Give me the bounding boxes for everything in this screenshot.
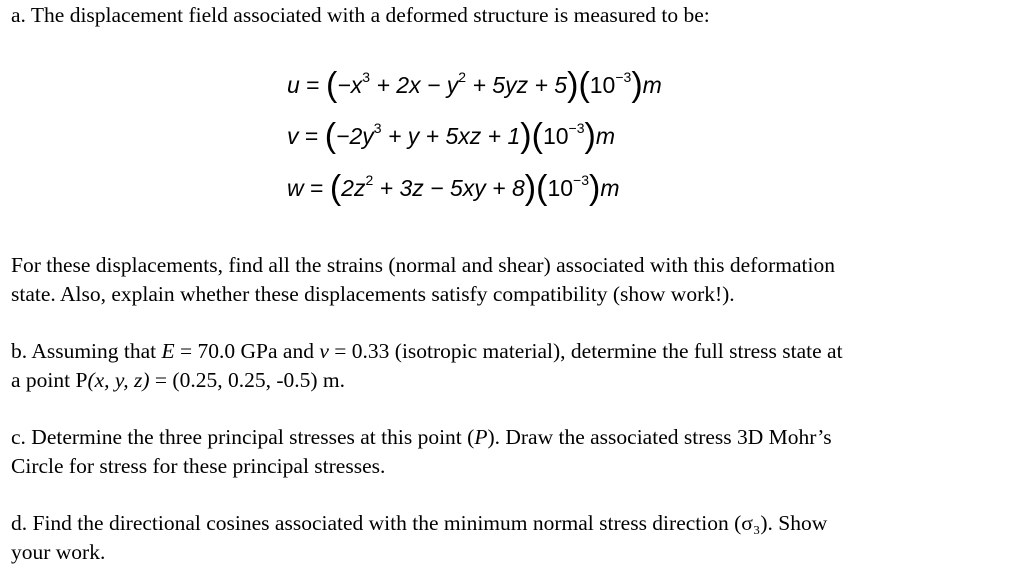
eq-u-open-paren-2: ( xyxy=(578,66,590,104)
eq-w-power1: 2 xyxy=(365,172,374,188)
equation-v xyxy=(287,111,615,153)
part-d-line-2: your work. xyxy=(11,540,106,564)
part-b-line-1 xyxy=(11,337,1011,366)
eq-v-open-paren: ( xyxy=(324,117,337,155)
eq-u-open-paren: ( xyxy=(326,66,338,104)
eq-u-term3: + 5yz + 5 xyxy=(466,72,568,98)
eq-u-equals: = xyxy=(299,72,327,98)
part-b-nu-symbol: ν xyxy=(319,339,329,363)
part-c-P-symbol: P xyxy=(474,425,488,449)
part-b-l2-pre: a point P xyxy=(11,368,88,392)
eq-w-base: 10 xyxy=(547,175,574,201)
part-c-l1-post: ). Draw the associated stress 3D Mohr’s xyxy=(487,425,832,449)
eq-v-term1: −2y xyxy=(336,123,374,149)
part-b-l1-post: = 0.33 (isotropic material), determine the full stress state at xyxy=(328,339,843,363)
eq-w-close-paren-2: ) xyxy=(589,169,601,207)
equation-w xyxy=(287,163,620,205)
eq-v-base: 10 xyxy=(542,123,569,149)
eq-u-exponent: −3 xyxy=(615,69,632,85)
part-b-l1-pre: b. Assuming that xyxy=(11,339,162,363)
eq-v-unit: m xyxy=(595,123,616,149)
eq-v-close-paren: ) xyxy=(520,117,532,155)
equation-u xyxy=(287,60,662,102)
eq-v-exponent: −3 xyxy=(568,120,585,136)
eq-w-lhs: w xyxy=(287,175,304,201)
eq-w-term1: 2z xyxy=(341,175,366,201)
eq-u-base: 10 xyxy=(589,72,616,98)
eq-v-equals: = xyxy=(298,123,325,149)
eq-v-lhs: v xyxy=(287,123,299,149)
eq-w-exponent: −3 xyxy=(573,172,589,188)
eq-u-close-paren-2: ) xyxy=(631,66,643,104)
eq-w-open-paren: ( xyxy=(329,169,342,207)
eq-u-term2: + 2x − y xyxy=(370,72,459,98)
eq-v-term2: + y + 5xz + 1 xyxy=(381,123,521,149)
eq-w-equals: = xyxy=(303,175,330,201)
part-b-l2-post: = (0.25, 0.25, -0.5) m. xyxy=(149,368,345,392)
part-b-E-symbol: E xyxy=(161,339,175,363)
eq-w-close-paren: ) xyxy=(524,169,537,207)
part-b-l1-mid: = 70.0 GPa and xyxy=(174,339,320,363)
part-c-line-2: Circle for stress for these principal stresses. xyxy=(11,454,386,478)
eq-u-lhs: u xyxy=(287,72,300,98)
part-c-line-1 xyxy=(11,423,1011,452)
eq-v-open-paren-2: ( xyxy=(531,117,543,155)
part-d-line-1: d. Find the directional cosines associated with the minimum normal stress direction (σ₃). Show xyxy=(11,511,828,535)
part-a-text-line-1: For these displacements, find all the strains (normal and shear) associated with this deformation xyxy=(11,253,835,277)
part-a-intro: a. The displacement field associated with a deformed structure is measured to be: xyxy=(11,3,710,27)
eq-u-power2: 2 xyxy=(458,69,467,85)
part-b-line-2 xyxy=(11,366,1011,395)
part-a-text-line-2: state. Also, explain whether these displacements satisfy compatibility (show work!). xyxy=(11,282,735,306)
eq-w-unit: m xyxy=(600,175,620,201)
eq-w-term2: + 3z − 5xy + 8 xyxy=(373,175,525,201)
eq-u-term1: −x xyxy=(337,72,363,98)
part-b-coords: (x, y, z) xyxy=(87,368,150,392)
eq-u-close-paren: ) xyxy=(567,66,579,104)
eq-u-power1: 3 xyxy=(362,69,371,85)
eq-u-unit: m xyxy=(642,72,662,98)
eq-v-power1: 3 xyxy=(373,120,382,136)
part-c-l1-pre: c. Determine the three principal stresses at this point ( xyxy=(11,425,475,449)
eq-v-close-paren-2: ) xyxy=(584,117,596,155)
eq-w-open-paren-2: ( xyxy=(536,169,548,207)
